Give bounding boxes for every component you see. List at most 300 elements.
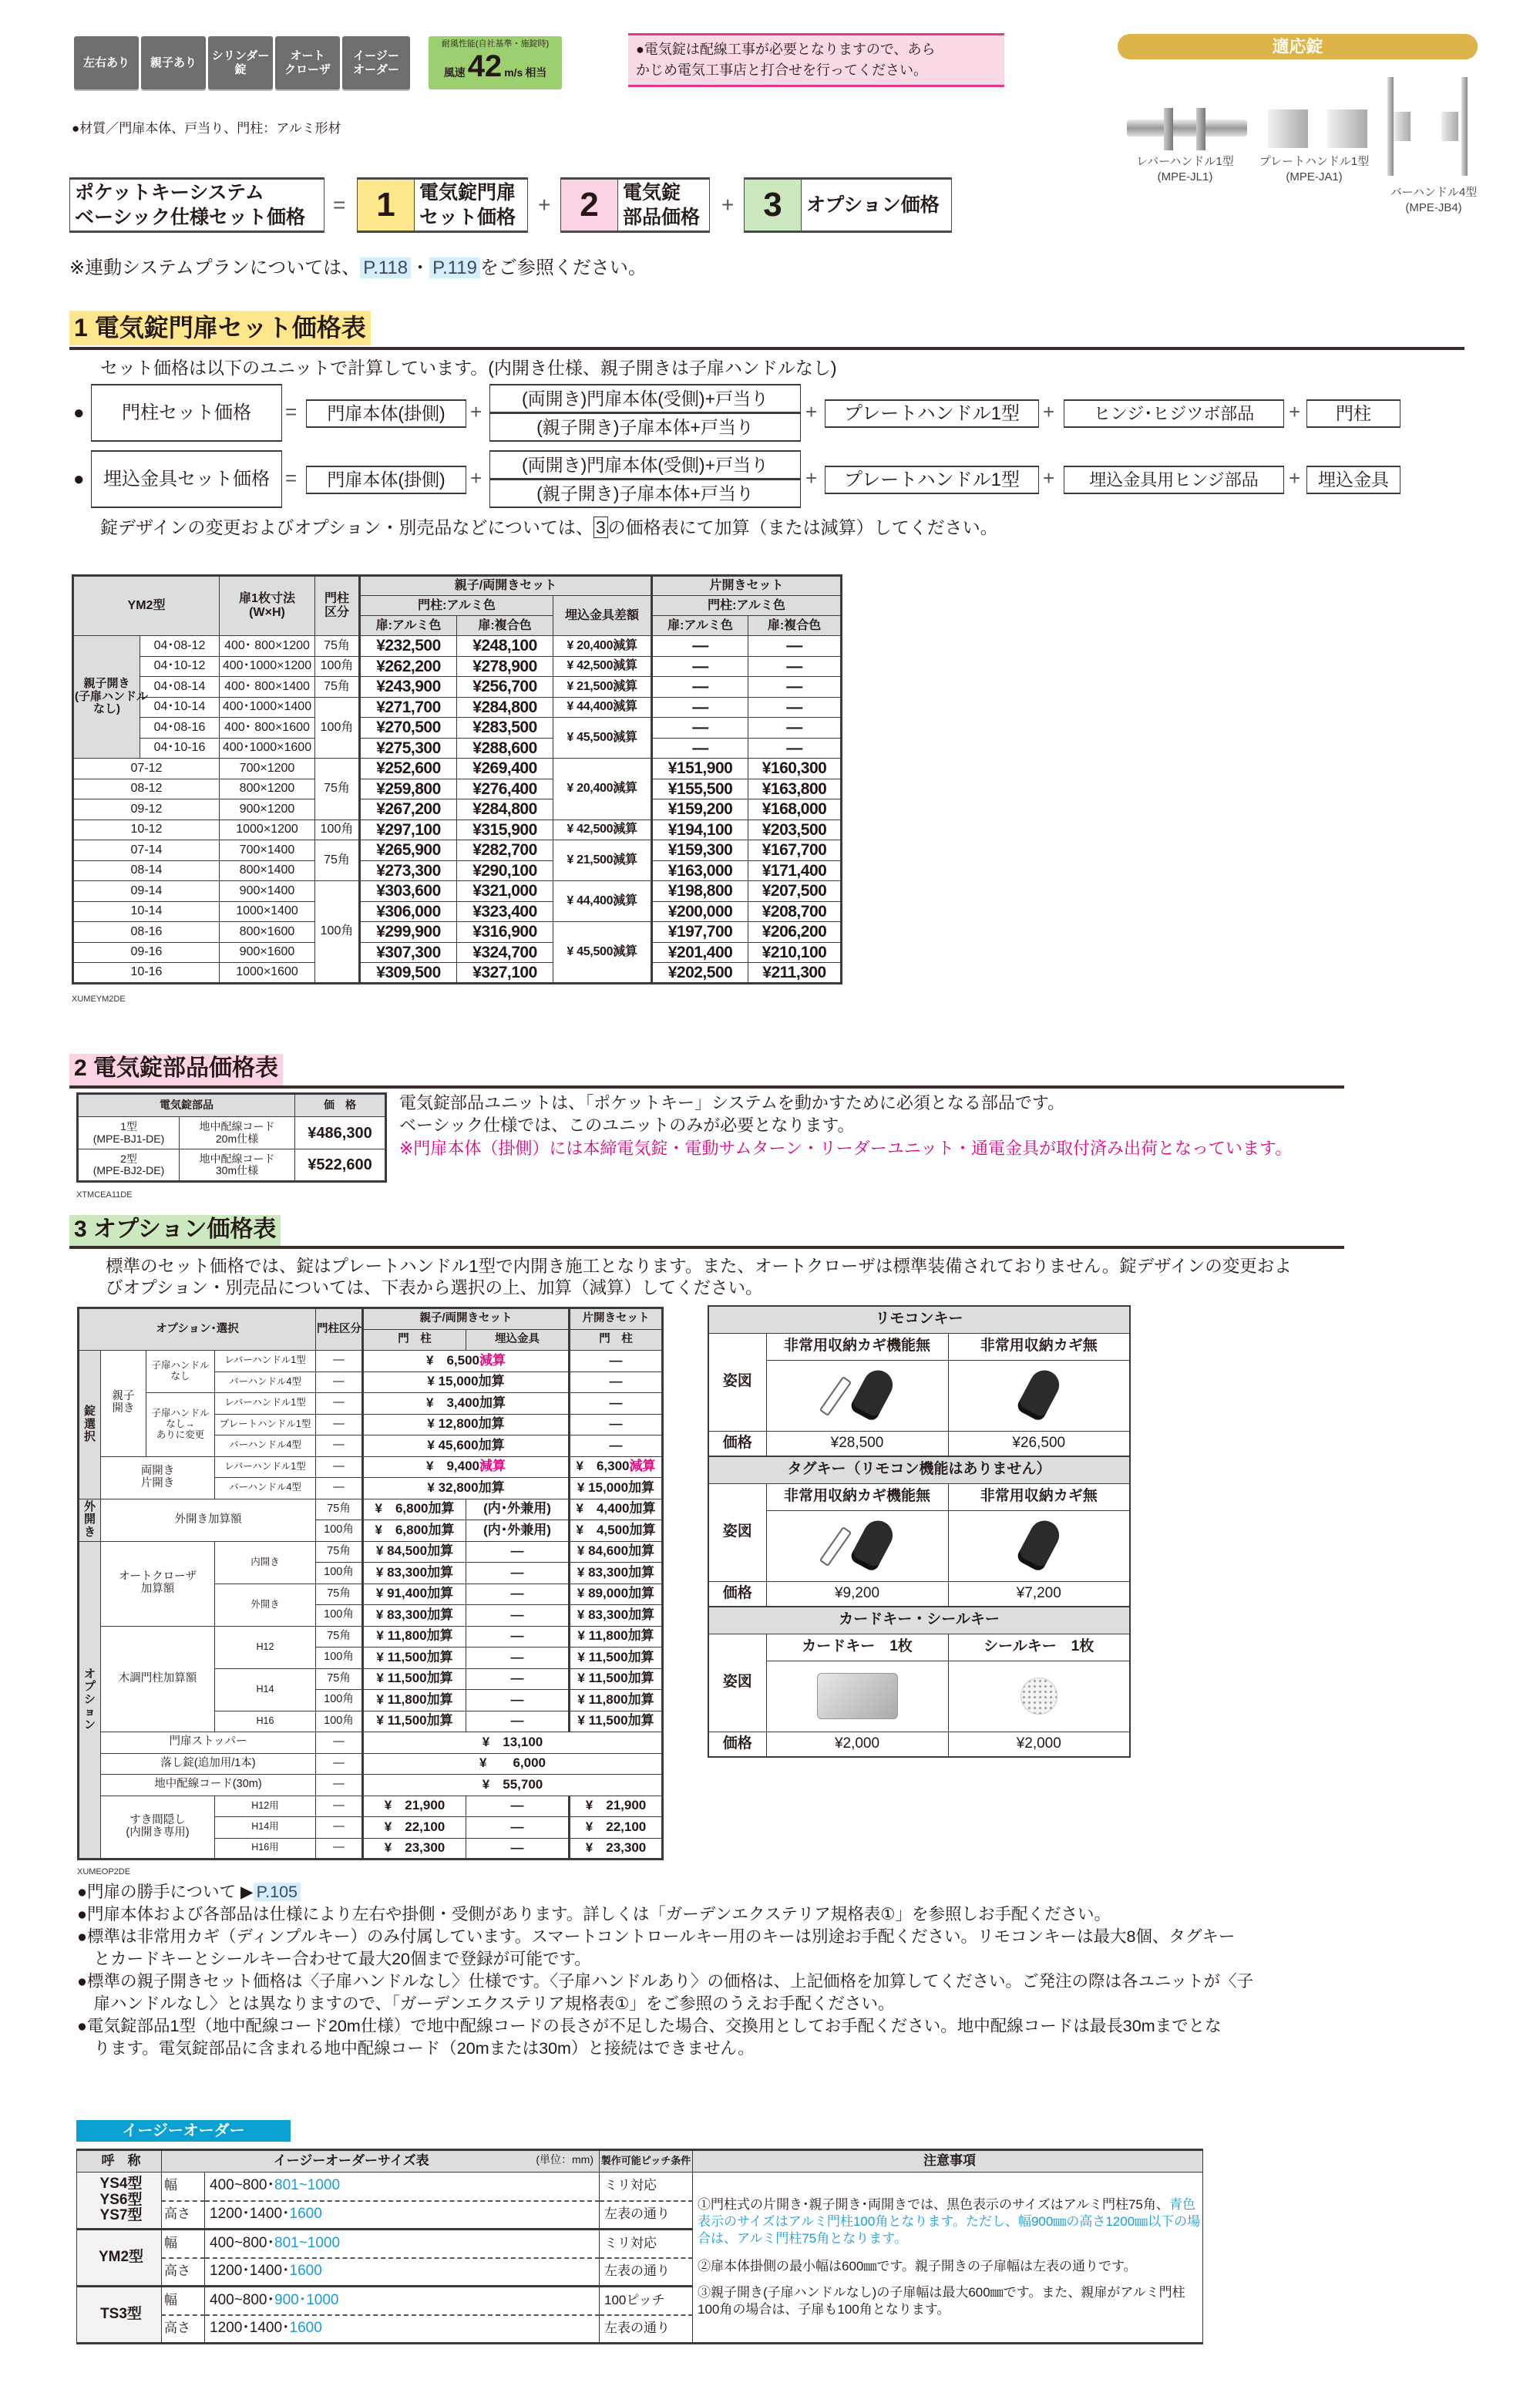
- col-size: [162, 2150, 600, 2173]
- table-cell: —: [316, 1838, 363, 1860]
- key-section-title: カードキー・シールキー: [708, 1607, 1130, 1634]
- remote-with-key-icon: [811, 1515, 903, 1577]
- link-note: [69, 257, 647, 279]
- unit-hinge: 埋込金具用ヒンジ部品: [1064, 466, 1284, 494]
- note-handing: [77, 1881, 1253, 1903]
- table-cell: 75角: [316, 1541, 363, 1563]
- key-price: ¥2,000: [766, 1732, 948, 1757]
- table-cell: ¥208,700: [748, 901, 842, 922]
- table-cell: 両開き 片開き: [101, 1456, 215, 1499]
- table-cell: ¥327,100: [457, 963, 553, 984]
- table-cell: ¥ 11,800加算: [570, 1626, 663, 1648]
- table-cell: ¥278,900: [457, 656, 553, 677]
- table-cell: ¥299,900: [360, 922, 457, 943]
- term-number: 2: [561, 180, 618, 231]
- table-cell: —: [316, 1393, 363, 1415]
- price-modifier: 減算: [479, 1352, 506, 1368]
- table-row: [708, 1634, 1130, 1661]
- table-cell: —: [466, 1605, 570, 1627]
- table-cell: ¥321,000: [457, 881, 553, 902]
- table-row: [73, 922, 842, 943]
- table-cell: ¥282,700: [457, 840, 553, 861]
- table-cell: 外開き加算額: [101, 1499, 316, 1541]
- table-cell: バーハンドル4型: [215, 1435, 316, 1457]
- table-row: [79, 1626, 663, 1648]
- table-row: [708, 1581, 1130, 1607]
- table-cell: 400･1000×1200: [220, 656, 315, 677]
- table-cell: —: [570, 1372, 663, 1393]
- notes: [77, 1881, 1253, 2060]
- size-black: 400~800･: [210, 2177, 274, 2194]
- formula-term-2: [560, 177, 710, 233]
- table-cell: ¥ 4,500加算: [570, 1520, 663, 1542]
- term-label: オプション価格: [806, 194, 940, 216]
- formula-term-3: [744, 177, 952, 233]
- price-modifier: 減算: [629, 1459, 656, 1474]
- note-text: ①門柱式の片開き･親子開き･両開きでは、黒色表示のサイズはアルミ門柱75角、: [698, 2197, 1169, 2212]
- table-row: [79, 1499, 663, 1520]
- note-1: [698, 2196, 1202, 2247]
- unit-label: (単位：mm): [536, 2153, 593, 2166]
- table-cell: —: [466, 1626, 570, 1648]
- table-cell: 800×1200: [220, 779, 315, 799]
- table-cell: レバーハンドル1型: [215, 1456, 316, 1478]
- table-cell: 800×1600: [220, 922, 315, 943]
- pitch-condition: ミリ対応: [600, 2173, 693, 2201]
- unit-double-swing: (両開き)門扉本体(受側)+戸当り: [489, 450, 801, 480]
- key-price: ¥26,500: [948, 1431, 1130, 1456]
- table-cell: ¥211,300: [748, 963, 842, 984]
- page-link-119[interactable]: P.119: [429, 257, 480, 278]
- table-cell: ¥ 12,800加算: [363, 1414, 570, 1435]
- table-row: [79, 1541, 663, 1563]
- table-cell: ¥ 15,000加算: [363, 1372, 570, 1393]
- table-row: [79, 1732, 663, 1754]
- table-cell: —: [748, 656, 842, 677]
- pitch-condition: 左表の通り: [600, 2258, 693, 2287]
- table-row: [708, 1360, 1130, 1431]
- formula-basic-set-price: [69, 177, 324, 233]
- bullet-icon: ●: [73, 469, 85, 490]
- table-cell: ¥ 15,000加算: [570, 1478, 663, 1499]
- plus-sign: +: [1043, 466, 1055, 490]
- size-blue: 1600: [289, 2320, 322, 2337]
- bullet-icon: ●: [73, 402, 85, 423]
- table-code: XTMCEA11DE: [76, 1190, 133, 1200]
- table-cell: ¥ 11,500加算: [363, 1711, 466, 1732]
- model-name: YS4型 YS6型 YS7型: [77, 2173, 162, 2230]
- term-number: 3: [745, 180, 802, 231]
- equals-sign: =: [285, 466, 298, 490]
- section1-footnote: [100, 517, 998, 537]
- table-cell: 100角: [316, 1563, 363, 1584]
- note-line: ります。電気錠部品に含まれる地中配線コード（20mまたは30m）と接続はできません。: [77, 2039, 755, 2058]
- table-cell: 75角: [316, 1626, 363, 1648]
- table-cell: 04･08-14: [140, 677, 220, 698]
- table-cell: —: [466, 1584, 570, 1605]
- table-cell: 木調門柱加算額: [101, 1626, 215, 1732]
- lock-code: (MPE-JB4): [1405, 201, 1462, 214]
- table-row: [708, 1306, 1130, 1333]
- table-cell: H14: [215, 1668, 316, 1711]
- table-cell: 75角: [316, 1668, 363, 1690]
- key-price: ¥7,200: [948, 1581, 1130, 1607]
- pitch-condition: 左表の通り: [600, 2315, 693, 2344]
- table-cell: ¥243,900: [360, 677, 457, 698]
- table-cell: ¥306,000: [360, 901, 457, 922]
- unit-lhs: 門柱セット価格: [91, 384, 282, 442]
- table-cell: —: [466, 1817, 570, 1839]
- table-cell: ¥252,600: [360, 759, 457, 779]
- price-label: 価格: [708, 1431, 766, 1456]
- table-cell: ¥ 11,800加算: [363, 1690, 466, 1711]
- column-header: YM2型: [73, 576, 220, 636]
- column-header: 親子/両開きセット: [360, 576, 652, 596]
- footnote-text: 錠デザインの変更およびオプション・別売品などについては、: [100, 517, 593, 537]
- table-cell: 400･ 800×1400: [220, 677, 315, 698]
- table-cell: ¥267,200: [360, 799, 457, 820]
- key-image-cell: [948, 1661, 1130, 1732]
- table-cell: ¥273,300: [360, 860, 457, 881]
- table-row: [79, 1393, 663, 1415]
- remote-icon: [993, 1515, 1085, 1577]
- column-header: オプション･選択: [79, 1308, 316, 1351]
- table-cell: 75角: [316, 1499, 363, 1520]
- table-cell: 100角: [316, 1648, 363, 1669]
- formula-lhs: ポケットキーシステム ベーシック仕様セット価格: [75, 182, 306, 228]
- table-cell: ¥270,500: [360, 718, 457, 739]
- lock-code: (MPE-JL1): [1157, 170, 1213, 183]
- table-cell: —: [316, 1351, 363, 1372]
- table-cell: 10-12: [73, 820, 220, 840]
- table-cell: ¥ 11,800加算: [570, 1690, 663, 1711]
- table-cell: ¥265,900: [360, 840, 457, 861]
- badge-left-right: 左右あり: [74, 36, 139, 89]
- table-row: [78, 1117, 386, 1149]
- table-cell: ¥ 42,500減算: [553, 820, 652, 840]
- plus-sign: +: [805, 400, 818, 423]
- table-cell: ¥163,800: [748, 779, 842, 799]
- table-cell: ¥259,800: [360, 779, 457, 799]
- table-row: [73, 860, 842, 881]
- figure-label: 姿図: [708, 1333, 766, 1431]
- table-cell: 75角: [315, 677, 360, 698]
- table-cell: ¥210,100: [748, 942, 842, 963]
- table-row: [73, 901, 842, 922]
- table-cell: ¥232,500: [360, 636, 457, 657]
- key-image-cell: [766, 1661, 948, 1732]
- table-cell: ¥ 42,500減算: [553, 656, 652, 677]
- table-cell: 700×1200: [220, 759, 315, 779]
- table-cell: ¥522,600: [295, 1149, 386, 1182]
- table-cell: ¥ 21,500減算: [553, 840, 652, 881]
- table-row: [708, 1333, 1130, 1360]
- parts-price-table: [76, 1092, 387, 1183]
- table-cell: —: [652, 656, 748, 677]
- table-cell: 100角: [315, 820, 360, 840]
- table-cell: —: [316, 1796, 363, 1817]
- column-header: 門柱:アルミ色: [652, 596, 842, 616]
- table-cell: 外 開 き: [79, 1499, 101, 1541]
- table-cell: 400･ 800×1600: [220, 718, 315, 739]
- table-cell: ¥202,500: [652, 963, 748, 984]
- col-name: 呼 称: [77, 2150, 162, 2173]
- page-link-105[interactable]: P.105: [254, 1883, 301, 1901]
- term-number: 1: [358, 180, 415, 231]
- dimension-label: 高さ: [162, 2315, 205, 2344]
- size-black: 1200･1400･: [210, 2263, 290, 2280]
- table-cell: —: [316, 1753, 363, 1775]
- formula-term-1: [357, 177, 528, 233]
- table-cell: 100角: [315, 881, 360, 984]
- table-cell: レバーハンドル1型: [215, 1351, 316, 1372]
- table-cell: H12: [215, 1626, 316, 1668]
- badge-easy-order: イージー オーダー: [342, 36, 410, 89]
- easy-order-table: [76, 2149, 1203, 2344]
- table-row: [73, 697, 842, 718]
- table-cell: ¥256,700: [457, 677, 553, 698]
- note-line: ●標準は非常用カギ（ディンプルキー）のみ付属しています。スマートコントロールキー用のキーは別途お手配ください。リモコンキーは最大8個、タグキー: [77, 1927, 1236, 1946]
- table-cell: ¥ 20,400減算: [553, 636, 652, 657]
- wind-suffix: 相当: [525, 66, 547, 79]
- table-cell: 04･08-16: [140, 718, 220, 739]
- equals-sign: =: [285, 400, 298, 423]
- table-cell: バーハンドル4型: [215, 1478, 316, 1499]
- table-cell: ¥ 84,600加算: [570, 1541, 663, 1563]
- unit-handle: プレートハンドル1型: [825, 466, 1039, 494]
- table-cell: ¥ 21,900: [363, 1796, 466, 1817]
- table-cell: —: [652, 718, 748, 739]
- table-cell: 子扉ハンドル なし: [146, 1351, 215, 1393]
- table-cell: ¥171,400: [748, 860, 842, 881]
- note-line: ●電気錠部品1型（地中配線コード20m仕様）で地中配線コードの長さが不足した場合、交換用としてお手配ください。地中配線コードは最長30mまでとな: [77, 2017, 1222, 2035]
- table-cell: —: [570, 1414, 663, 1435]
- section3-title: 3 オプション価格表: [69, 1215, 281, 1246]
- key-image-cell: [766, 1360, 948, 1431]
- column-header: 門柱区分: [316, 1308, 363, 1351]
- table-cell: プレートハンドル1型: [215, 1414, 316, 1435]
- size-values: [205, 2173, 600, 2201]
- size-header: イージーオーダーサイズ表: [273, 2153, 429, 2169]
- plus-sign: +: [1289, 466, 1301, 490]
- page-link-118[interactable]: P.118: [360, 257, 411, 278]
- table-cell: [363, 1456, 570, 1478]
- dimension-label: 幅: [162, 2230, 205, 2258]
- table-row: [708, 1510, 1130, 1581]
- table-row: [73, 881, 842, 902]
- table-cell: ¥ 6,000: [363, 1753, 663, 1775]
- wind-unit: m/s: [504, 66, 523, 79]
- lock-item-bar: [1384, 185, 1484, 216]
- table-cell: ¥ 11,500加算: [570, 1711, 663, 1732]
- notes-cell: [693, 2173, 1203, 2344]
- table-cell: 400･ 800×1200: [220, 636, 315, 657]
- table-cell: ¥283,500: [457, 718, 553, 739]
- arrow-right-icon: ▶: [240, 1883, 254, 1901]
- table-cell: ¥290,100: [457, 860, 553, 881]
- plus-sign: +: [470, 466, 483, 490]
- table-cell: —: [748, 697, 842, 718]
- table-cell: ¥ 11,800加算: [363, 1626, 466, 1648]
- table-cell: ¥201,400: [652, 942, 748, 963]
- set-price-table: [72, 574, 842, 984]
- table-cell: —: [316, 1456, 363, 1478]
- link-note-text: ※連動システムプランについては、: [69, 257, 361, 278]
- column-header: 電気錠部品: [78, 1094, 295, 1117]
- card-icon: [811, 1665, 903, 1727]
- table-cell: バーハンドル4型: [215, 1372, 316, 1393]
- table-cell: [570, 1456, 663, 1478]
- column-header: 扉:アルミ色: [652, 616, 748, 636]
- table-cell: 子扉ハンドル なし→ ありに変更: [146, 1393, 215, 1457]
- column-header: 埋込金具差額: [553, 596, 652, 636]
- table-cell: ¥151,900: [652, 759, 748, 779]
- table-cell: ¥ 22,100: [570, 1817, 663, 1839]
- table-cell: ¥324,700: [457, 942, 553, 963]
- table-cell: —: [466, 1711, 570, 1732]
- term-label: 電気錠門扉 セット価格: [419, 182, 516, 228]
- term-label: 電気錠 部品価格: [623, 182, 701, 228]
- table-row: [73, 820, 842, 840]
- section3-intro-2: びオプション・別売品については、下表から選択の上、加算（減算）してください。: [106, 1278, 763, 1297]
- table-cell: 1000×1400: [220, 901, 315, 922]
- key-image-cell: [948, 1360, 1130, 1431]
- table-cell: 75角: [316, 1584, 363, 1605]
- table-cell: ¥ 83,300加算: [363, 1605, 466, 1627]
- size-blue: 1600: [289, 2263, 322, 2280]
- table-cell: ¥ 55,700: [363, 1775, 663, 1796]
- table-cell: レバーハンドル1型: [215, 1393, 316, 1415]
- table-cell: —: [570, 1435, 663, 1457]
- badge-parent-child: 親子あり: [141, 36, 206, 89]
- section1-title: 1 電気錠門扉セット価格表: [69, 311, 371, 345]
- table-row: [77, 2173, 1203, 2201]
- badge-cylinder-lock: シリンダー 錠: [208, 36, 273, 89]
- table-row: [79, 1775, 663, 1796]
- table-cell: ¥ 11,500加算: [363, 1668, 466, 1690]
- table-row: [73, 942, 842, 963]
- key-variant-label: 非常用収納カギ無: [948, 1333, 1130, 1360]
- column-header: 片開きセット: [652, 576, 842, 596]
- table-cell: H16: [215, 1711, 316, 1732]
- table-code: XUMEOP2DE: [77, 1867, 131, 1876]
- column-header: 扉1枚寸法 (W×H): [220, 576, 315, 636]
- table-cell: ¥168,000: [748, 799, 842, 820]
- plus-sign: +: [805, 466, 818, 490]
- note-line: 扉ハンドルなし〉とは異なりますので、「ガーデンエクステリア規格表①」をご参照のうえお手配ください。: [77, 1994, 895, 2013]
- size-black: 1200･1400･: [210, 2206, 290, 2223]
- table-cell: ¥ 11,500加算: [570, 1648, 663, 1669]
- table-cell: ¥284,800: [457, 697, 553, 718]
- table-cell: 07-12: [73, 759, 220, 779]
- table-cell: ¥ 45,500減算: [553, 922, 652, 984]
- table-cell: ¥ 3,400加算: [363, 1393, 570, 1415]
- formula-plus: +: [538, 193, 551, 217]
- table-cell: ¥194,100: [652, 820, 748, 840]
- wind-prefix: 風速: [443, 66, 466, 79]
- table-cell: 10-14: [73, 901, 220, 922]
- table-cell: —: [466, 1690, 570, 1711]
- key-variant-label: 非常用収納カギ無: [948, 1483, 1130, 1510]
- table-cell: ¥323,400: [457, 901, 553, 922]
- table-cell: ¥ 83,300加算: [570, 1605, 663, 1627]
- column-header: 扉:複合色: [457, 616, 553, 636]
- table-cell: ¥ 23,300: [570, 1838, 663, 1860]
- key-image-cell: [766, 1510, 948, 1581]
- section2-title: 2 電気錠部品価格表: [69, 1054, 283, 1085]
- table-cell: ¥248,100: [457, 636, 553, 657]
- table-cell: 外開き: [215, 1584, 316, 1626]
- table-cell: —: [466, 1796, 570, 1817]
- note-text: ●門扉の勝手について: [77, 1883, 237, 1901]
- section3-rule: [69, 1246, 1344, 1249]
- col-pitch: 製作可能ピッチ条件: [600, 2150, 693, 2173]
- table-cell: 100角: [315, 697, 360, 759]
- table-cell: —: [316, 1372, 363, 1393]
- table-cell: ¥284,800: [457, 799, 553, 820]
- header-row: [73, 576, 842, 596]
- unit-handle: プレートハンドル1型: [825, 399, 1039, 428]
- unit-parent-child: (親子開き)子扉本体+戸当り: [489, 412, 801, 442]
- plus-sign: +: [470, 400, 483, 423]
- table-cell: オ プ シ ョ ン: [79, 1541, 101, 1860]
- table-cell: ¥ 32,800加算: [363, 1478, 570, 1499]
- table-cell: H12用: [215, 1796, 316, 1817]
- column-header: 門柱:アルミ色: [360, 596, 553, 616]
- table-cell: ¥262,200: [360, 656, 457, 677]
- table-cell: 04･08-12: [140, 636, 220, 657]
- table-cell: H16用: [215, 1838, 316, 1860]
- option-price-table: [77, 1307, 664, 1860]
- lock-item-lever: [1121, 154, 1249, 185]
- table-cell: オートクローザ 加算額: [101, 1541, 215, 1626]
- table-cell: ¥207,500: [748, 881, 842, 902]
- unit-post: 埋込金具: [1306, 466, 1400, 494]
- table-cell: ¥ 23,300: [363, 1838, 466, 1860]
- table-cell: ¥ 4,400加算: [570, 1499, 663, 1520]
- easy-order-banner: イージーオーダー: [76, 2120, 291, 2142]
- price-value: ¥ 9,400: [426, 1459, 480, 1474]
- table-cell: ¥200,000: [652, 901, 748, 922]
- table-cell: —: [316, 1732, 363, 1754]
- table-cell: 地中配線コード 20m仕様: [180, 1117, 295, 1149]
- table-cell: 100角: [316, 1605, 363, 1627]
- column-header: 扉:複合色: [748, 616, 842, 636]
- table-cell: すき間隠し (内開き専用): [101, 1796, 215, 1860]
- table-cell: —: [652, 677, 748, 698]
- key-section-title: タグキー（リモコン機能はありません）: [708, 1456, 1130, 1483]
- section1-rule: [69, 347, 1464, 350]
- table-cell: ¥ 44,400減算: [553, 881, 652, 922]
- applicable-locks-title: 適応錠: [1118, 34, 1478, 59]
- table-cell: —: [466, 1648, 570, 1669]
- table-cell: 落し錠(追加用/1本): [101, 1753, 316, 1775]
- table-cell: 400･1000×1400: [220, 697, 315, 718]
- column-header: 価 格: [295, 1094, 386, 1117]
- table-cell: ¥ 89,000加算: [570, 1584, 663, 1605]
- table-cell: ¥ 21,500減算: [553, 677, 652, 698]
- table-cell: 地中配線コード 30m仕様: [180, 1149, 295, 1182]
- parts-desc-red: ※門扉本体（掛側）には本締電気錠・電動サムターン・リーダーユニット・通電金具が取付済み出荷となっています。: [399, 1139, 1293, 1158]
- price-value: ¥ 6,300: [576, 1459, 630, 1474]
- table-cell: 内開き: [215, 1541, 316, 1584]
- table-cell: ¥197,700: [652, 922, 748, 943]
- table-row: [708, 1732, 1130, 1757]
- table-row: [708, 1607, 1130, 1634]
- unit-post: 門柱: [1306, 399, 1400, 428]
- table-code: XUMEYM2DE: [72, 995, 126, 1004]
- table-cell: 700×1400: [220, 840, 315, 861]
